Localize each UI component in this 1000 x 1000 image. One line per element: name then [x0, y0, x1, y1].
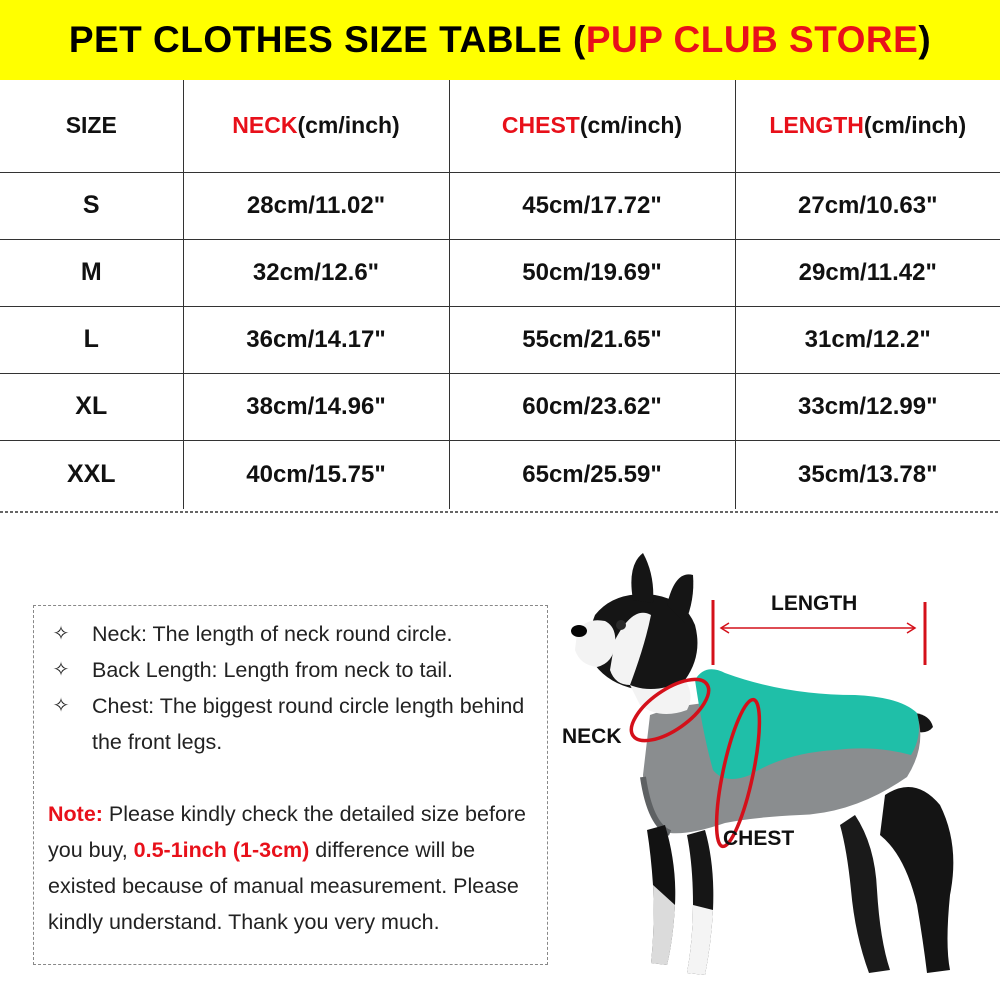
measurement-guide-list — [50, 616, 540, 760]
title-text: PET CLOTHES SIZE TABLE ( — [68, 19, 586, 60]
title-banner — [0, 0, 1000, 80]
measurement-notes-box — [33, 605, 548, 965]
chest-cell: 50cm/19.69" — [449, 239, 735, 306]
chest-cell: 60cm/23.62" — [449, 373, 735, 440]
size-note: Note: Please kindly check the detailed size before you buy, 0.5-1inch (1-3cm) difference will be existed because of manual measurement. Please kindly understand. Thank you very much. — [48, 802, 527, 934]
neck-cell: 40cm/15.75" — [183, 440, 449, 509]
note-range: 0.5-1inch (1-3cm) — [133, 838, 310, 862]
size-cell: XXL — [0, 440, 183, 509]
chest-label: CHEST — [723, 827, 795, 850]
size-cell: S — [0, 172, 183, 239]
list-item: ✧ Chest: The biggest round circle length behind the front legs. — [50, 688, 540, 760]
table-row — [0, 373, 1000, 440]
note-label: Note: — [48, 802, 103, 826]
table-row — [0, 440, 1000, 509]
size-cell: M — [0, 239, 183, 306]
length-cell: 33cm/12.99" — [735, 373, 1000, 440]
store-name: PUP CLUB STORE — [585, 19, 919, 60]
header-length: LENGTH(cm/inch) — [735, 80, 1000, 172]
table-header-row — [0, 80, 1000, 172]
dog-measurement-illustration — [555, 545, 995, 995]
title-close: ) — [918, 19, 932, 60]
four-point-star-icon: ✧ — [52, 695, 70, 717]
table-bottom-divider — [0, 511, 1000, 513]
chest-cell: 55cm/21.65" — [449, 306, 735, 373]
length-cell: 35cm/13.78" — [798, 460, 938, 488]
length-cell: 29cm/11.42" — [735, 239, 1000, 306]
length-label: LENGTH — [771, 592, 858, 615]
four-point-star-icon: ✧ — [52, 623, 70, 645]
chest-cell: 45cm/17.72" — [449, 172, 735, 239]
size-table — [0, 80, 1000, 509]
table-row — [0, 172, 1000, 239]
four-point-star-icon: ✧ — [52, 659, 70, 681]
length-cell: 27cm/10.63" — [735, 172, 1000, 239]
header-size: SIZE — [0, 80, 183, 172]
chest-cell: 65cm/25.59" — [449, 440, 735, 509]
header-neck: NECK(cm/inch) — [183, 80, 449, 172]
table-row — [0, 239, 1000, 306]
list-item: ✧ Neck: The length of neck round circle. — [50, 616, 540, 652]
neck-cell: 32cm/12.6" — [183, 239, 449, 306]
size-cell: L — [0, 306, 183, 373]
header-chest: CHEST(cm/inch) — [449, 80, 735, 172]
table-row — [0, 306, 1000, 373]
list-item: ✧ Back Length: Length from neck to tail. — [50, 652, 540, 688]
neck-cell: 38cm/14.96" — [183, 373, 449, 440]
neck-cell: 36cm/14.17" — [183, 306, 449, 373]
length-cell: 31cm/12.2" — [735, 306, 1000, 373]
neck-cell: 28cm/11.02" — [183, 172, 449, 239]
size-cell: XL — [0, 373, 183, 440]
neck-label: NECK — [562, 725, 622, 748]
